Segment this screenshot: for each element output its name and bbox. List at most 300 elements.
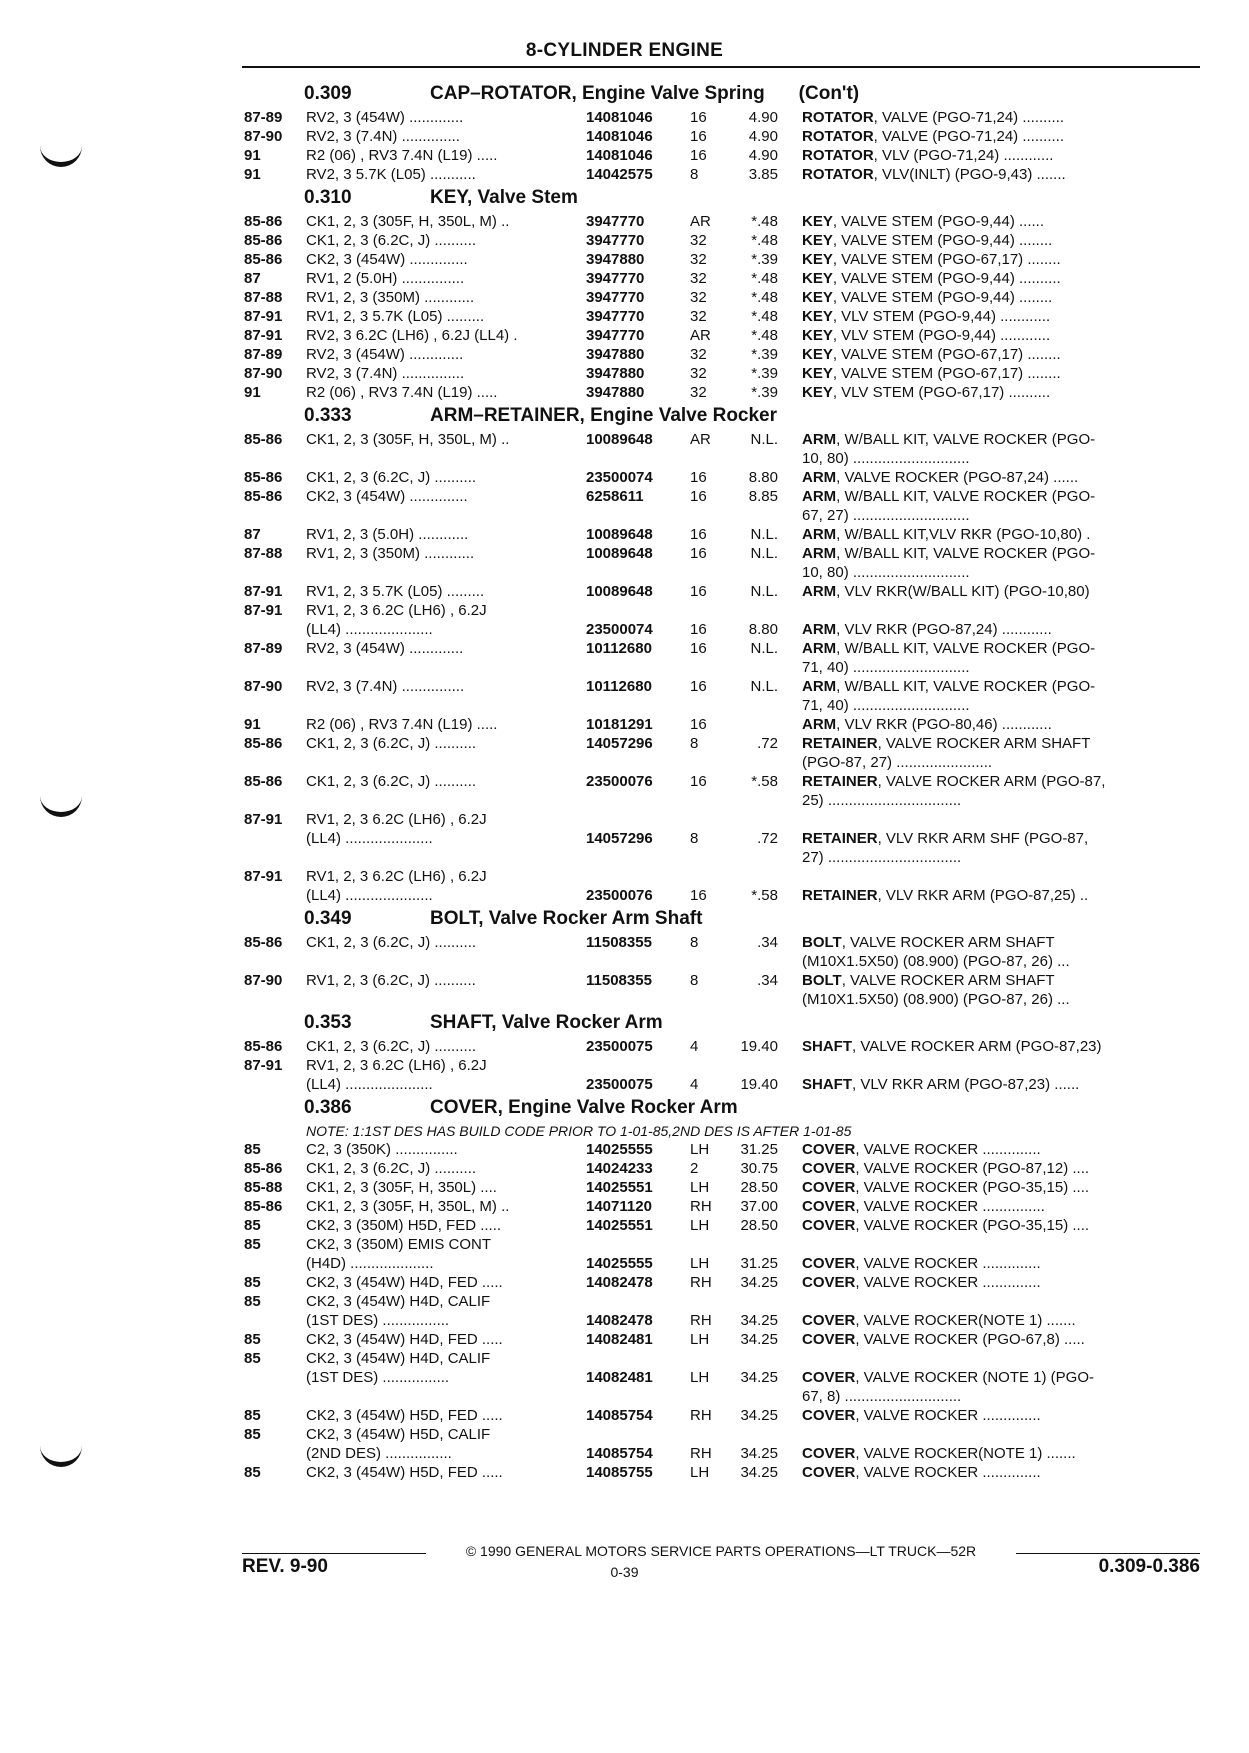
section-header — [244, 405, 1204, 430]
part-name — [802, 677, 1174, 696]
parts-row — [244, 269, 1204, 288]
part-name-rest: , VALVE STEM (PGO-9,44) ........ — [832, 232, 1053, 249]
part-number: 3947770 — [586, 289, 645, 306]
parts-row — [244, 468, 1204, 487]
part-name-bold: ARM — [802, 526, 837, 543]
price — [734, 601, 778, 620]
price: 28.50 — [740, 1217, 778, 1234]
quantity: 32 — [690, 365, 707, 382]
model-year: 91 — [244, 166, 261, 183]
spacer — [778, 1349, 802, 1368]
application: RV2, 3 (7.4N) ............... — [306, 678, 465, 695]
spacer — [778, 127, 802, 146]
part-number: 3947770 — [586, 270, 645, 287]
part-number — [586, 990, 690, 1009]
price — [734, 563, 778, 582]
model-year: 87 — [244, 526, 261, 543]
model-year — [244, 990, 306, 1009]
application: CK2, 3 (454W) H5D, FED ..... — [306, 1464, 503, 1481]
spacer — [778, 563, 802, 582]
application: CK1, 2, 3 (6.2C, J) .......... — [306, 469, 477, 486]
part-name — [802, 1368, 1174, 1387]
part-number: 14057296 — [586, 830, 653, 847]
price: 34.25 — [740, 1331, 778, 1348]
part-name-rest: , W/BALL KIT,VLV RKR (PGO-10,80) . — [836, 526, 1091, 543]
part-number: 14042575 — [586, 166, 653, 183]
part-number: 23500074 — [586, 621, 653, 638]
part-number: 10112680 — [586, 640, 652, 657]
section-number: 0.386 — [304, 1097, 352, 1118]
part-number: 10089648 — [586, 526, 653, 543]
part-name — [802, 990, 1174, 1009]
application: RV2, 3 (7.4N) ............... — [306, 365, 465, 382]
parts-row — [244, 1159, 1204, 1178]
parts-row — [244, 829, 1204, 848]
price: 19.40 — [740, 1076, 778, 1093]
application: CK2, 3 (454W) H4D, CALIF — [306, 1350, 491, 1367]
part-number: 23500075 — [586, 1038, 653, 1055]
model-year: 87-91 — [244, 327, 283, 344]
model-year: 87-89 — [244, 640, 283, 657]
part-name-bold: KEY — [802, 365, 833, 382]
quantity: 16 — [690, 526, 707, 543]
part-name — [802, 1075, 1174, 1094]
parts-row — [244, 165, 1204, 184]
spacer — [778, 1178, 802, 1197]
price: *.39 — [751, 365, 778, 382]
parts-row — [244, 1311, 1204, 1330]
part-number: 10112680 — [586, 678, 652, 695]
application: CK2, 3 (350M) H5D, FED ..... — [306, 1217, 502, 1234]
spacer — [778, 1406, 802, 1425]
part-number: 14025555 — [586, 1141, 653, 1158]
price: *.48 — [751, 213, 778, 230]
quantity: LH — [690, 1331, 710, 1348]
parts-row — [244, 1037, 1204, 1056]
application: (H4D) .................... — [306, 1255, 434, 1272]
part-number — [586, 867, 690, 886]
model-year: 87-89 — [244, 109, 283, 126]
application: R2 (06) , RV3 7.4N (L19) ..... — [306, 147, 498, 164]
application — [306, 506, 586, 525]
application: (1ST DES) ................ — [306, 1369, 450, 1386]
quantity — [690, 753, 734, 772]
model-year: 91 — [244, 716, 261, 733]
part-name-rest: , VALVE ROCKER (PGO-35,15) .... — [855, 1217, 1090, 1234]
part-number: 23500076 — [586, 887, 653, 904]
part-name-bold: COVER — [802, 1464, 856, 1481]
parts-row — [244, 952, 1204, 971]
application: CK2, 3 (454W) H5D, FED ..... — [306, 1407, 503, 1424]
quantity: 16 — [690, 128, 707, 145]
part-name-rest: , VALVE ROCKER ARM SHAFT — [877, 735, 1091, 752]
part-name-bold: ARM — [802, 431, 837, 448]
parts-row — [244, 1178, 1204, 1197]
part-name — [802, 1349, 1174, 1368]
price: .34 — [757, 972, 778, 989]
part-name-rest: , W/BALL KIT, VALVE ROCKER (PGO- — [836, 545, 1096, 562]
parts-row — [244, 658, 1204, 677]
quantity — [690, 1056, 734, 1075]
model-year: 85 — [244, 1217, 261, 1234]
price — [734, 848, 778, 867]
application: RV1, 2, 3 6.2C (LH6) , 6.2J — [306, 602, 487, 619]
price: 31.25 — [740, 1255, 778, 1272]
spacer — [778, 525, 802, 544]
price: N.L. — [750, 640, 778, 657]
price — [734, 952, 778, 971]
part-name-bold: COVER — [802, 1141, 856, 1158]
model-year — [244, 1368, 306, 1387]
quantity: 32 — [690, 346, 707, 363]
model-year: 87-90 — [244, 365, 283, 382]
binder-hole-mark — [40, 1440, 82, 1467]
model-year: 87-88 — [244, 289, 283, 306]
parts-row — [244, 1140, 1204, 1159]
quantity: LH — [690, 1464, 710, 1481]
part-number: 10181291 — [586, 716, 653, 733]
price: 19.40 — [740, 1038, 778, 1055]
price: *.39 — [751, 251, 778, 268]
part-name — [802, 1406, 1174, 1425]
part-name — [802, 971, 1174, 990]
spacer — [778, 364, 802, 383]
price — [734, 810, 778, 829]
model-year — [244, 829, 306, 848]
part-name-rest: , VLV STEM (PGO-67,17) .......... — [832, 384, 1051, 401]
part-name-rest: (M10X1.5X50) (08.900) (PGO-87, 26) ... — [802, 991, 1070, 1008]
section-number: 0.349 — [304, 908, 352, 929]
price: 8.85 — [748, 488, 778, 505]
model-year: 85-86 — [244, 735, 283, 752]
parts-row — [244, 582, 1204, 601]
part-name — [802, 848, 1174, 867]
part-name — [802, 620, 1174, 639]
spacer — [778, 288, 802, 307]
part-number: 14082481 — [586, 1369, 653, 1386]
parts-row — [244, 1330, 1204, 1349]
quantity: 16 — [690, 678, 707, 695]
part-name-rest: , W/BALL KIT, VALVE ROCKER (PGO- — [836, 640, 1096, 657]
part-name — [802, 1463, 1174, 1482]
application: RV1, 2, 3 5.7K (L05) ......... — [306, 308, 485, 325]
quantity — [690, 867, 734, 886]
price: N.L. — [750, 583, 778, 600]
part-name-rest: , VLV RKR (PGO-87,24) ............ — [836, 621, 1052, 638]
part-name-rest: , VALVE ROCKER .............. — [855, 1464, 1041, 1481]
spacer — [778, 601, 802, 620]
spacer — [778, 1254, 802, 1273]
copyright-text: © 1990 GENERAL MOTORS SERVICE PARTS OPERATIONS—LT TRUCK—52R — [465, 1543, 977, 1559]
spacer — [778, 990, 802, 1009]
application: CK1, 2, 3 (6.2C, J) .......... — [306, 735, 477, 752]
spacer — [778, 753, 802, 772]
spacer — [778, 345, 802, 364]
part-number: 11508355 — [586, 972, 652, 989]
application: CK1, 2, 3 (6.2C, J) .......... — [306, 232, 477, 249]
price: 37.00 — [740, 1198, 778, 1215]
spacer — [778, 734, 802, 753]
section-header — [244, 187, 1204, 212]
price: N.L. — [750, 678, 778, 695]
application — [306, 658, 586, 677]
part-name — [802, 1444, 1174, 1463]
model-year: 87-90 — [244, 128, 283, 145]
quantity: 32 — [690, 251, 707, 268]
part-name-rest: , VALVE (PGO-71,24) .......... — [873, 128, 1065, 145]
application: CK1, 2, 3 (6.2C, J) .......... — [306, 773, 477, 790]
part-name-bold: KEY — [802, 213, 833, 230]
part-name — [802, 886, 1174, 905]
model-year — [244, 952, 306, 971]
parts-row — [244, 867, 1204, 886]
part-name-bold: COVER — [802, 1445, 856, 1462]
parts-row — [244, 231, 1204, 250]
quantity: RH — [690, 1445, 712, 1462]
part-name — [802, 1140, 1174, 1159]
application: CK1, 2, 3 (305F, H, 350L, M) .. — [306, 1198, 510, 1215]
section-note: NOTE: 1:1ST DES HAS BUILD CODE PRIOR TO 1-01-85,2ND DES IS AFTER 1-01-85 — [306, 1123, 852, 1139]
application — [306, 1387, 586, 1406]
part-name — [802, 108, 1174, 127]
model-year: 85-86 — [244, 251, 283, 268]
part-name-rest: 10, 80) ............................ — [802, 450, 970, 467]
price: 8.80 — [748, 469, 778, 486]
quantity: 16 — [690, 887, 707, 904]
part-name-rest: , VLV RKR (PGO-80,46) ............ — [836, 716, 1052, 733]
model-year: 87-91 — [244, 811, 283, 828]
page-title: 8-CYLINDER ENGINE — [525, 40, 724, 61]
model-year: 85 — [244, 1293, 261, 1310]
application — [306, 696, 586, 715]
application: (1ST DES) ................ — [306, 1312, 450, 1329]
parts-row — [244, 288, 1204, 307]
part-name-rest: , VALVE STEM (PGO-9,44) ...... — [832, 213, 1045, 230]
part-number: 14082481 — [586, 1331, 653, 1348]
part-name — [802, 231, 1174, 250]
section-number: 0.333 — [304, 405, 352, 426]
application — [306, 952, 586, 971]
spacer — [778, 326, 802, 345]
spacer — [778, 582, 802, 601]
part-number — [586, 1425, 690, 1444]
application: CK2, 3 (454W) .............. — [306, 251, 468, 268]
part-name — [802, 127, 1174, 146]
spacer — [778, 449, 802, 468]
part-name — [802, 468, 1174, 487]
part-name — [802, 952, 1174, 971]
part-name-rest: , VALVE ROCKER(NOTE 1) ....... — [855, 1312, 1076, 1329]
price: N.L. — [750, 545, 778, 562]
price: *.48 — [751, 232, 778, 249]
part-number — [586, 601, 690, 620]
part-name-rest: , VALVE ROCKER (NOTE 1) (PGO- — [855, 1369, 1094, 1386]
application: CK2, 3 (454W) H4D, FED ..... — [306, 1331, 503, 1348]
application: CK1, 2, 3 (6.2C, J) .......... — [306, 1038, 477, 1055]
model-year: 87-88 — [244, 545, 283, 562]
parts-row — [244, 1444, 1204, 1463]
parts-row — [244, 108, 1204, 127]
part-number: 23500076 — [586, 773, 653, 790]
application: CK1, 2, 3 (305F, H, 350L) .... — [306, 1179, 497, 1196]
part-number — [586, 658, 690, 677]
price: .72 — [757, 735, 778, 752]
application — [306, 753, 586, 772]
quantity: 16 — [690, 621, 707, 638]
part-name-rest: (M10X1.5X50) (08.900) (PGO-87, 26) ... — [802, 953, 1070, 970]
quantity — [690, 1425, 734, 1444]
part-name-bold: KEY — [802, 289, 833, 306]
part-name-bold: ROTATOR — [802, 109, 874, 126]
quantity: LH — [690, 1217, 710, 1234]
spacer — [778, 867, 802, 886]
spacer — [778, 971, 802, 990]
part-name — [802, 791, 1174, 810]
part-name-rest: , VLV(INLT) (PGO-9,43) ....... — [873, 166, 1066, 183]
part-name — [802, 1254, 1174, 1273]
part-name-bold: COVER — [802, 1217, 856, 1234]
model-year: 87-91 — [244, 583, 283, 600]
spacer — [778, 620, 802, 639]
quantity: 8 — [690, 972, 699, 989]
spacer — [778, 383, 802, 402]
model-year: 91 — [244, 147, 261, 164]
part-name-rest: , VLV RKR ARM (PGO-87,25) .. — [877, 887, 1089, 904]
parts-row — [244, 487, 1204, 506]
part-name-bold: COVER — [802, 1274, 856, 1291]
section-number: 0.309 — [304, 83, 352, 104]
section-name: KEY, Valve Stem — [430, 187, 578, 208]
part-name-rest: , VALVE STEM (PGO-9,44) ........ — [832, 289, 1053, 306]
application: RV1, 2, 3 5.7K (L05) ......... — [306, 583, 485, 600]
price: 4.90 — [748, 128, 778, 145]
part-name-rest: , VALVE ROCKER(NOTE 1) ....... — [855, 1445, 1076, 1462]
part-name-bold: KEY — [802, 270, 833, 287]
part-number — [586, 753, 690, 772]
spacer — [778, 1140, 802, 1159]
parts-row — [244, 696, 1204, 715]
part-name-rest: , VALVE ROCKER ARM SHAFT — [841, 934, 1055, 951]
part-number: 3947880 — [586, 384, 645, 401]
part-name — [802, 639, 1174, 658]
quantity: AR — [690, 213, 711, 230]
spacer — [778, 658, 802, 677]
part-name — [802, 430, 1174, 449]
part-name — [802, 1216, 1174, 1235]
quantity — [690, 563, 734, 582]
parts-row — [244, 1273, 1204, 1292]
application — [306, 449, 586, 468]
model-year: 87-91 — [244, 868, 283, 885]
part-number — [586, 848, 690, 867]
part-name-bold: RETAINER — [802, 773, 878, 790]
model-year: 85-86 — [244, 488, 283, 505]
part-name-rest: , VALVE ROCKER .............. — [855, 1255, 1041, 1272]
part-name-bold: ARM — [802, 583, 837, 600]
spacer — [778, 269, 802, 288]
spacer — [778, 1235, 802, 1254]
quantity — [690, 848, 734, 867]
model-year — [244, 696, 306, 715]
application: RV2, 3 (454W) ............. — [306, 109, 464, 126]
part-name-rest: , VALVE ROCKER ARM (PGO-87, — [877, 773, 1106, 790]
part-name — [802, 753, 1174, 772]
model-year: 85 — [244, 1464, 261, 1481]
quantity — [690, 449, 734, 468]
title-rule — [242, 66, 1200, 68]
parts-row — [244, 810, 1204, 829]
price: .34 — [757, 934, 778, 951]
parts-row — [244, 933, 1204, 952]
part-name-bold: ARM — [802, 545, 837, 562]
part-name — [802, 1197, 1174, 1216]
part-name-rest: , VALVE ROCKER (PGO-87,12) .... — [855, 1160, 1090, 1177]
section-header — [244, 908, 1204, 933]
price — [734, 715, 778, 734]
quantity: 8 — [690, 830, 699, 847]
section-number: 0.310 — [304, 187, 352, 208]
model-year: 85-86 — [244, 1198, 283, 1215]
parts-row — [244, 544, 1204, 563]
price: 31.25 — [740, 1141, 778, 1158]
quantity: AR — [690, 431, 711, 448]
part-name-rest: , VALVE ROCKER (PGO-87,24) ...... — [836, 469, 1079, 486]
part-number: 14081046 — [586, 128, 653, 145]
part-name-bold: RETAINER — [802, 830, 878, 847]
application: RV2, 3 6.2C (LH6) , 6.2J (LL4) . — [306, 327, 518, 344]
spacer — [778, 886, 802, 905]
model-year — [244, 620, 306, 639]
part-name-bold: KEY — [802, 251, 833, 268]
part-name — [802, 1056, 1174, 1075]
price: 3.85 — [748, 166, 778, 183]
part-number: 3947770 — [586, 232, 645, 249]
part-name-bold: KEY — [802, 308, 833, 325]
spacer — [778, 639, 802, 658]
part-number: 23500075 — [586, 1076, 653, 1093]
part-name-bold: ARM — [802, 678, 837, 695]
part-name-bold: ARM — [802, 488, 837, 505]
quantity: LH — [690, 1255, 710, 1272]
application — [306, 848, 586, 867]
model-year — [244, 449, 306, 468]
model-year: 85-86 — [244, 232, 283, 249]
quantity — [690, 952, 734, 971]
part-name-rest: , VLV (PGO-71,24) ............ — [873, 147, 1054, 164]
quantity — [690, 506, 734, 525]
spacer — [778, 544, 802, 563]
price: *.48 — [751, 327, 778, 344]
price — [734, 696, 778, 715]
part-number: 14071120 — [586, 1198, 652, 1215]
parts-row — [244, 772, 1204, 791]
spacer — [778, 487, 802, 506]
parts-listing — [244, 80, 1204, 1482]
quantity — [690, 601, 734, 620]
model-year: 87-89 — [244, 346, 283, 363]
continued-label: (Con't) — [798, 83, 860, 104]
application: RV1, 2, 3 6.2C (LH6) , 6.2J — [306, 811, 487, 828]
spacer — [778, 829, 802, 848]
part-number — [586, 1235, 690, 1254]
part-name-rest: , W/BALL KIT, VALVE ROCKER (PGO- — [836, 431, 1096, 448]
binder-hole-mark — [40, 790, 82, 817]
part-name-bold: COVER — [802, 1255, 856, 1272]
section-number: 0.353 — [304, 1012, 352, 1033]
part-name-rest: , VALVE ROCKER .............. — [855, 1274, 1041, 1291]
spacer — [778, 108, 802, 127]
part-name-rest: 25) ................................ — [802, 792, 962, 809]
